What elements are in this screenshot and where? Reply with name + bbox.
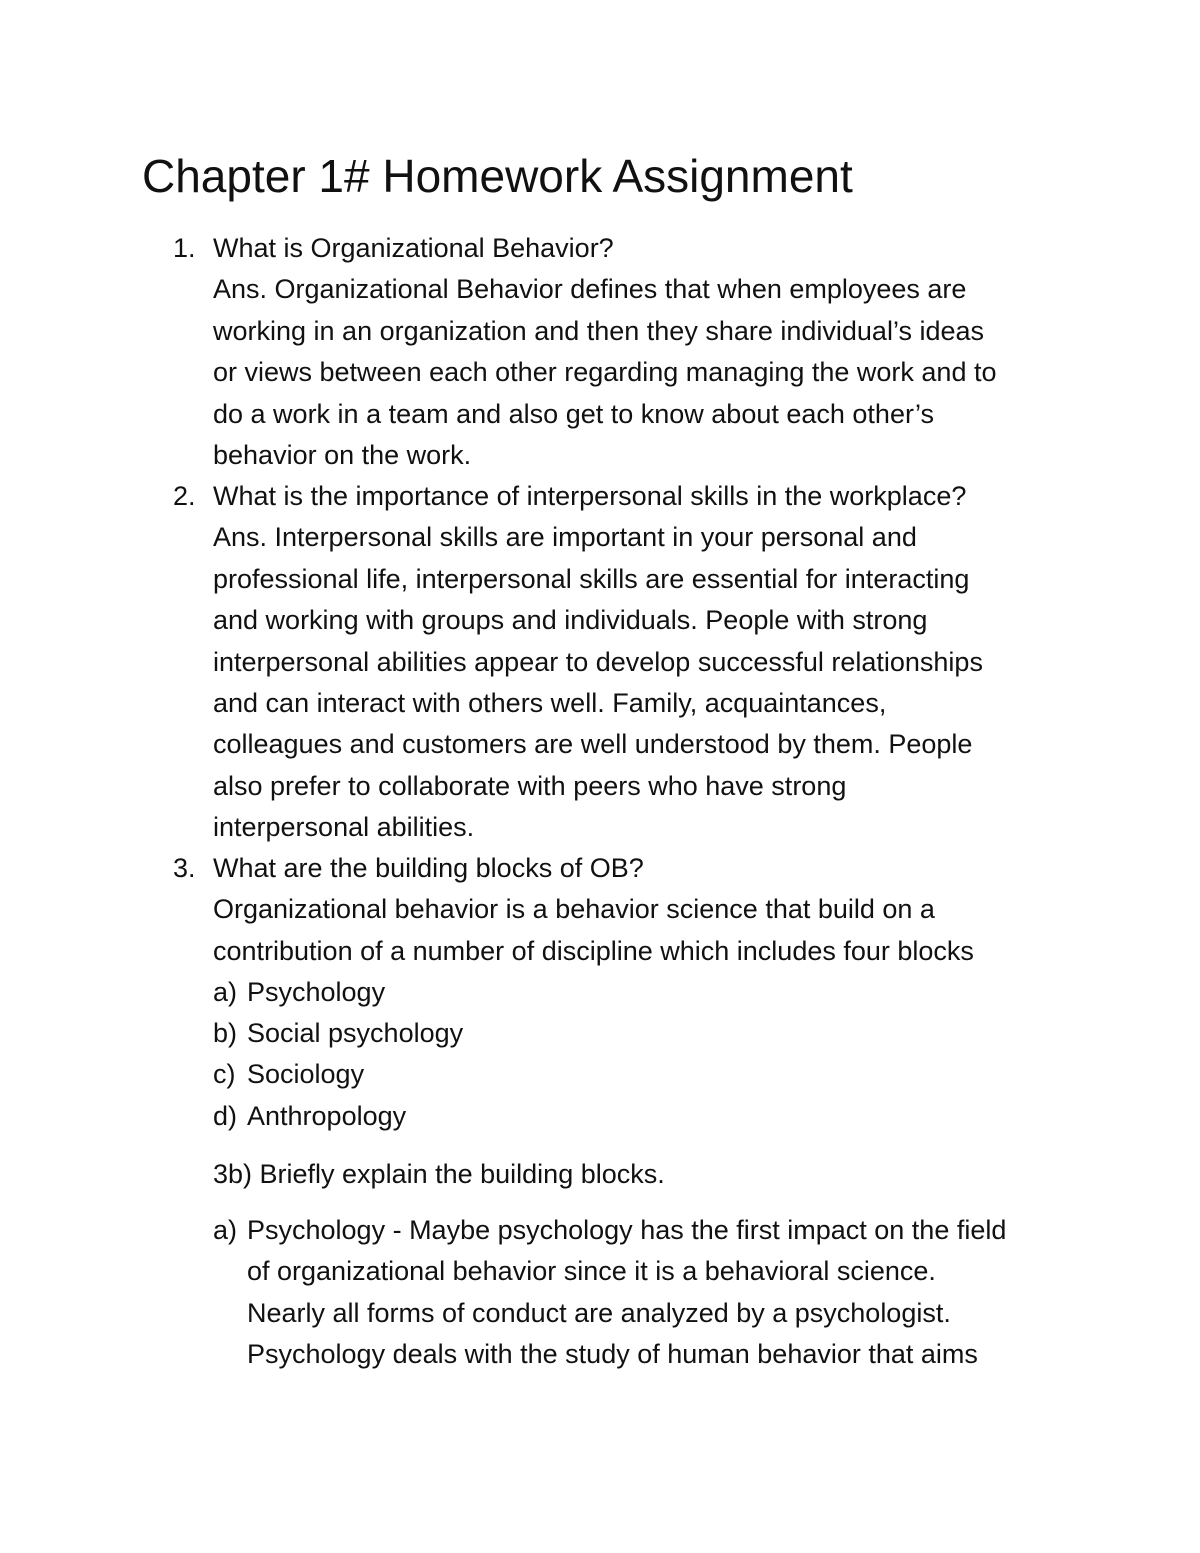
answer-line: Ans. Organizational Behavior defines that when employees are <box>213 274 967 305</box>
answer-line: Ans. Interpersonal skills are important in your personal and <box>213 522 917 553</box>
list-item-text: Anthropology <box>247 1101 407 1131</box>
question-content <box>213 476 1073 849</box>
answer-line: Organizational behavior is a behavior science that build on a <box>213 894 935 925</box>
explanation-line: Nearly all forms of conduct are analyzed by a psychologist. <box>247 1297 951 1328</box>
list-item-label: b) <box>213 1018 238 1048</box>
explanation-line: Psychology - Maybe psychology has the first impact on the field <box>247 1215 1007 1245</box>
explanation-text <box>247 1210 1006 1376</box>
explanation-line: of organizational behavior since it is a behavioral science. <box>247 1256 936 1287</box>
answer-line: interpersonal abilities appear to develop successful relationships <box>213 646 983 677</box>
question-number: 2. <box>173 481 196 511</box>
answer-line: professional life, interpersonal skills are essential for interacting <box>213 563 970 594</box>
question-number: 3. <box>173 853 196 883</box>
explanation-line: Psychology deals with the study of human behavior that aims <box>247 1339 978 1370</box>
list-item-label: d) <box>213 1101 238 1131</box>
answer-line: and working with groups and individuals. People with strong <box>213 605 928 636</box>
answer-line: working in an organization and then they share individual’s ideas <box>213 315 985 346</box>
question-text: What is Organizational Behavior? <box>213 233 614 263</box>
answer-line: or views between each other regarding managing the work and to <box>213 357 997 388</box>
question-content <box>213 228 1073 476</box>
answer-line: behavior on the work. <box>213 439 472 470</box>
subquestion-3b: 3b) Briefly explain the building blocks. <box>213 1159 665 1189</box>
answer-line: and can interact with others well. Family, acquaintances, <box>213 687 887 718</box>
answer-line: do a work in a team and also get to know about each other’s <box>213 398 934 429</box>
explanation-label: a) <box>213 1215 238 1245</box>
list-item-text: Social psychology <box>247 1018 464 1048</box>
list-item-label: a) <box>213 977 238 1007</box>
answer-line: also prefer to collaborate with peers who have strong <box>213 770 847 801</box>
question-content <box>213 848 1073 972</box>
page-title: Chapter 1# Homework Assignment <box>142 150 853 202</box>
question-text: What are the building blocks of OB? <box>213 853 644 883</box>
list-item-text: Sociology <box>247 1059 365 1089</box>
list-item-text: Psychology <box>247 977 386 1007</box>
answer-line: colleagues and customers are well understood by them. People <box>213 729 973 760</box>
question-number: 1. <box>173 233 196 263</box>
answer-line: interpersonal abilities. <box>213 812 475 843</box>
question-text: What is the importance of interpersonal skills in the workplace? <box>213 481 967 511</box>
answer-line: contribution of a number of discipline which includes four blocks <box>213 935 974 966</box>
list-item-label: c) <box>213 1059 236 1089</box>
